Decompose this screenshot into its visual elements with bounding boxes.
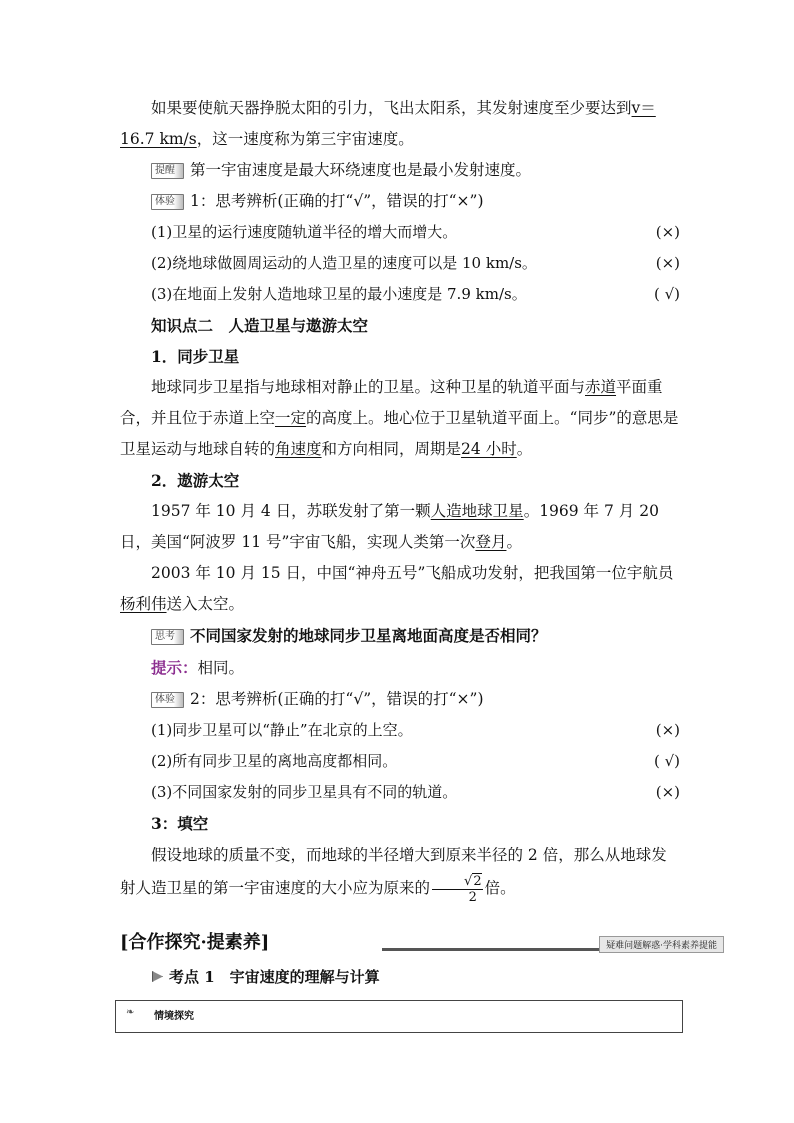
section-badge: 疑难问题解惑·学科素养提能 — [599, 936, 724, 953]
text: 的高度上。地心位于卫星轨道平面上。“同步”的意思是卫星运动与地球自转的 — [120, 409, 679, 458]
exp2-tag: 体验 — [151, 692, 184, 708]
underlined-speed: v＝16.7 km/s — [120, 99, 656, 148]
document-body — [120, 93, 680, 905]
item-mark: (×) — [655, 223, 680, 241]
text: 如果要使航天器挣脱太阳的引力，飞出太阳系，其发射速度至少要达到 — [151, 99, 632, 117]
paragraph-sync-satellite — [120, 372, 680, 465]
think-line — [120, 620, 680, 652]
text: 地球同步卫星指与地球相对静止的卫星。这种卫星的轨道平面与 — [151, 378, 586, 396]
text: 。 — [516, 440, 533, 458]
situation-label: 情境探究 — [154, 1011, 194, 1022]
paragraph-fill — [120, 839, 680, 905]
item-text: (3)不同国家发射的同步卫星具有不同的轨道。 — [151, 783, 458, 801]
paragraph-shenzhou — [120, 558, 680, 620]
think-text: 不同国家发射的地球同步卫星离地面高度是否相同？ — [190, 626, 547, 645]
item-mark: (×) — [655, 254, 680, 272]
exam-point-text: 考点 1 宇宙速度的理解与计算 — [169, 968, 380, 986]
exp1-item — [120, 248, 680, 279]
paragraph-third-cosmic-speed — [120, 93, 680, 155]
fill-title: 3：填空 — [151, 814, 209, 833]
item-text: (2)所有同步卫星的离地高度都相同。 — [151, 752, 398, 770]
item-mark: ( √) — [653, 285, 680, 303]
exam-point-title — [152, 966, 380, 987]
text: ，这一速度称为第三宇宙速度。 — [196, 130, 414, 148]
item-mark: ( √) — [653, 752, 680, 770]
item-text: (3)在地面上发射人造地球卫星的最小速度是 7.9 km/s。 — [151, 285, 527, 303]
hint-label: 提示： — [151, 658, 198, 677]
exp1-item — [120, 217, 680, 248]
section-title: [合作探究·提素养] — [120, 932, 270, 953]
underlined: 赤道 — [585, 378, 617, 396]
item-text: (2)绕地球做圆周运动的人造卫星的速度可以是 10 km/s。 — [151, 254, 537, 272]
paragraph-space-history — [120, 496, 680, 558]
exp2-item — [120, 777, 680, 808]
text: 1957 年 10 月 4 日，苏联发射了第一颗 — [151, 502, 431, 520]
exp1-title — [120, 186, 680, 217]
hint-line — [120, 652, 680, 684]
item-mark: (×) — [655, 783, 680, 801]
exp2-item — [120, 715, 680, 746]
sqrt-radicand: 2 — [473, 873, 482, 889]
item-text: (1)卫星的运行速度随轨道半径的增大而增大。 — [151, 223, 458, 241]
underlined: 一定 — [275, 409, 307, 427]
text: 倍。 — [484, 879, 516, 897]
tip-text: 第一宇宙速度是最大环绕速度也是最小发射速度。 — [190, 161, 532, 179]
text: 。 — [506, 533, 522, 551]
subsection-title: 2．遨游太空 — [151, 471, 240, 490]
fraction-numerator: √2 — [432, 874, 483, 890]
text: 和方向相同，周期是 — [321, 440, 462, 458]
exp2-item — [120, 746, 680, 777]
subsection-title: 1．同步卫星 — [151, 347, 240, 366]
item-text: (1)同步卫星可以“静止”在北京的上空。 — [151, 721, 413, 739]
text: 。1969 年 7 月 20 日，美国“阿波罗 11 号”宇宙飞船，实现人类第一次 — [120, 502, 659, 551]
leaf-icon: ❧ — [126, 1007, 135, 1018]
situation-box — [115, 1000, 683, 1033]
hint-text: 相同。 — [197, 659, 245, 677]
exp1-item — [120, 279, 680, 310]
exp2-title — [120, 684, 680, 715]
text: 假设地球的质量不变，而地球的半径增大到原来半径的 2 倍，那么从地球发射人造卫星的第一宇宙速度的大小应为原来的 — [120, 846, 667, 897]
think-tag: 思考 — [151, 629, 184, 645]
underlined: 登月 — [475, 533, 507, 551]
text: 送入太空。 — [166, 595, 245, 613]
knowledge-point-title: 知识点二 人造卫星与遨游太空 — [151, 316, 369, 335]
tip-line — [120, 155, 680, 186]
underlined: 角速度 — [275, 440, 322, 458]
underlined: 杨利伟 — [120, 595, 167, 613]
triangle-icon — [152, 971, 163, 982]
exp1-tag: 体验 — [151, 194, 184, 210]
text: 2003 年 10 月 15 日，中国“神舟五号”飞船成功发射，把我国第一位宇航员 — [151, 564, 674, 582]
item-mark: (×) — [655, 721, 680, 739]
tip-tag: 提醒 — [151, 163, 184, 179]
fraction — [432, 874, 483, 905]
text: 平面重合，并且位于赤道上空 — [120, 378, 663, 427]
section-header — [120, 928, 724, 952]
exp2-title-text: 2：思考辨析(正确的打“√”，错误的打“×”) — [190, 690, 484, 708]
fraction-denominator: 2 — [468, 889, 477, 905]
underlined: 24 小时 — [461, 440, 517, 458]
underlined: 人造地球卫星 — [430, 502, 524, 520]
exp1-title-text: 1：思考辨析(正确的打“√”，错误的打“×”) — [190, 192, 484, 210]
